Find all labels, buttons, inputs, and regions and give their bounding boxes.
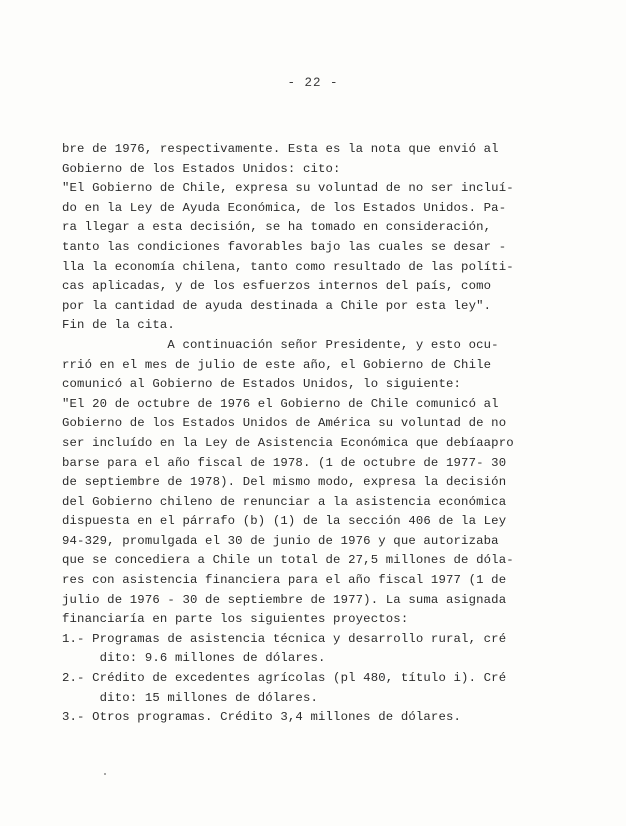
text-line: bre de 1976, respectivamente. Esta es la nota que envió al [62,142,499,156]
text-line: del Gobierno chileno de renunciar a la asistencia económica [62,494,507,509]
body-text [62,140,522,728]
text-line: financiaría en parte los siguientes proyectos: [62,612,409,627]
text-line: Gobierno de los Estados Unidos de América su voluntad de no [62,416,507,431]
text-line: dispuesta en el párrafo (b) (1) de la sección 406 de la Ley [62,514,507,529]
text-line: ra llegar a esta decisión, se ha tomado en consideración, [62,220,492,235]
text-line: Fin de la cita. [62,318,175,333]
text-line: tanto las condiciones favorables bajo las cuales se desar - [62,239,507,254]
text-line: lla la economía chilena, tanto como resultado de las políti- [62,259,514,274]
text-line: 94-329, promulgada el 30 de junio de 1976 y que autorizaba [62,533,499,548]
list-item-line: 3.- Otros programas. Crédito 3,4 millones de dólares. [62,710,462,725]
list-item-line: 1.- Programas de asistencia técnica y desarrollo rural, cré [62,631,507,646]
text-line: por la cantidad de ayuda destinada a Chile por esta ley". [62,298,492,313]
text-line: A continuación señor Presidente, y esto ocu- [62,337,499,352]
text-line: rrió en el mes de julio de este año, el Gobierno de Chile [62,357,492,372]
page-number: - 22 - [287,76,339,90]
text-line: res con asistencia financiera para el año fiscal 1977 (1 de [62,573,507,588]
text-line: que se concediera a Chile un total de 27,5 millones de dóla- [62,553,514,568]
list-item-line: 2.- Crédito de excedentes agrícolas (pl 480, título i). Cré [62,671,507,686]
text-line: "El Gobierno de Chile, expresa su voluntad de no ser incluí- [62,181,514,196]
text-line: ser incluído en la Ley de Asistencia Económica que debíaapro [62,435,514,450]
text-line: "El 20 de octubre de 1976 el Gobierno de Chile comunicó al [62,396,499,411]
margin-speck [104,773,106,775]
text-line: Gobierno de los Estados Unidos: cito: [62,161,341,176]
text-line: julio de 1976 - 30 de septiembre de 1977). La suma asignada [62,592,507,607]
text-line: comunicó al Gobierno de Estados Unidos, lo siguiente: [62,377,462,392]
text-line: de septiembre de 1978). Del mismo modo, expresa la decisión [62,475,507,490]
text-line: cas aplicadas, y de los esfuerzos internos del país, como [62,279,492,294]
list-item-line: dito: 15 millones de dólares. [62,690,318,705]
text-line: do en la Ley de Ayuda Económica, de los Estados Unidos. Pa- [62,200,507,215]
list-item-line: dito: 9.6 millones de dólares. [62,651,326,666]
text-line: barse para el año fiscal de 1978. (1 de octubre de 1977- 30 [62,455,507,470]
